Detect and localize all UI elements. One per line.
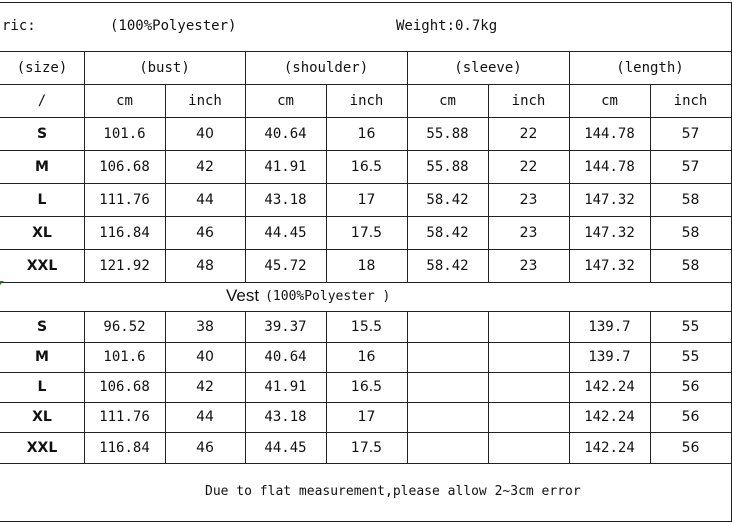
vest-measurement-cell: 111.76 xyxy=(99,409,150,425)
length-header: (length) xyxy=(616,59,684,76)
vest-measurement-cell: 16.5 xyxy=(350,379,383,395)
vest-measurement-cell: 139.7 xyxy=(588,349,631,365)
vest-measurement-cell: 101.6 xyxy=(103,349,146,365)
measurement-cell: 43.18 xyxy=(264,191,307,208)
measurement-cell: 58.42 xyxy=(426,224,469,241)
vest-measurement-cell: 17.5 xyxy=(350,439,383,456)
vest-measurement-cell xyxy=(488,311,569,342)
measurement-cell: 48 xyxy=(196,257,214,274)
size-cell: XXL xyxy=(26,257,58,274)
vest-measurement-cell: 38 xyxy=(196,318,214,335)
vest-measurement-cell: 96.52 xyxy=(103,318,146,335)
row-rule xyxy=(0,282,732,283)
unit-subheader: inch xyxy=(349,92,384,109)
vest-measurement-cell: 56 xyxy=(681,409,700,425)
unit-subheader: cm xyxy=(277,92,294,109)
fabric-label: ric: xyxy=(2,18,36,34)
measurement-cell: 58 xyxy=(681,191,700,208)
measurement-cell: 55.88 xyxy=(426,158,469,175)
row-rule xyxy=(0,521,732,522)
vest-measurement-cell: 55 xyxy=(681,318,700,335)
vest-size-cell: M xyxy=(35,349,49,365)
measurement-cell: 40 xyxy=(196,125,214,142)
size-cell: XL xyxy=(32,224,52,241)
vest-measurement-cell: 142.24 xyxy=(584,439,635,456)
measurement-cell: 147.32 xyxy=(584,257,635,274)
measurement-cell: 147.32 xyxy=(584,191,635,208)
vest-measurement-cell: 44.45 xyxy=(264,439,307,456)
vest-size-cell: L xyxy=(37,379,47,395)
vest-size-cell: S xyxy=(36,318,48,335)
vest-measurement-cell: 15.5 xyxy=(350,318,383,335)
measurement-cell: 111.76 xyxy=(99,191,150,208)
unit-subheader: cm xyxy=(601,92,618,109)
vest-measurement-cell: 44 xyxy=(196,409,214,425)
measurement-cell: 58 xyxy=(681,257,700,274)
vest-size-cell: XXL xyxy=(26,439,58,456)
vest-measurement-cell: 42 xyxy=(196,379,214,395)
measurement-cell: 121.92 xyxy=(99,257,150,274)
measurement-note: Due to flat measurement,please allow 2~3cm error xyxy=(205,484,581,499)
weight-label: Weight:0.7kg xyxy=(396,18,498,34)
measurement-cell: 101.6 xyxy=(103,125,146,142)
measurement-cell: 44.45 xyxy=(264,224,307,241)
measurement-cell: 106.68 xyxy=(99,158,150,175)
vest-measurement-cell: 41.91 xyxy=(264,379,307,395)
measurement-cell: 42 xyxy=(196,158,214,175)
vest-measurement-cell xyxy=(407,372,488,402)
vest-measurement-cell: 40.64 xyxy=(264,349,307,365)
measurement-cell: 116.84 xyxy=(99,224,150,241)
vest-measurement-cell: 40 xyxy=(196,349,214,365)
vest-measurement-cell xyxy=(488,432,569,463)
vest-measurement-cell: 56 xyxy=(681,379,700,395)
vest-measurement-cell: 55 xyxy=(681,349,700,365)
vest-measurement-cell xyxy=(488,372,569,402)
size-cell: M xyxy=(35,158,49,175)
unit-subheader: cm xyxy=(116,92,133,109)
measurement-cell: 147.32 xyxy=(584,224,635,241)
vest-measurement-cell: 46 xyxy=(196,439,214,456)
vest-measurement-cell: 16 xyxy=(357,349,376,365)
measurement-cell: 46 xyxy=(196,224,214,241)
measurement-cell: 58.42 xyxy=(426,257,469,274)
measurement-cell: 144.78 xyxy=(584,158,635,175)
vest-measurement-cell: 39.37 xyxy=(264,318,307,335)
fabric-value: (100%Polyester) xyxy=(110,18,237,34)
vest-measurement-cell: 43.18 xyxy=(264,409,307,425)
measurement-cell: 41.91 xyxy=(264,158,307,175)
measurement-cell: 17 xyxy=(357,191,376,208)
size-header: (size) xyxy=(16,59,68,76)
unit-subheader: inch xyxy=(673,92,708,109)
measurement-cell: 55.88 xyxy=(426,125,469,142)
measurement-cell: 45.72 xyxy=(264,257,307,274)
vest-measurement-cell: 116.84 xyxy=(99,439,150,456)
vest-fabric: (100%Polyester ) xyxy=(265,288,391,304)
vest-measurement-cell xyxy=(407,342,488,372)
measurement-cell: 144.78 xyxy=(584,125,635,142)
row-rule xyxy=(0,2,732,3)
size-cell: S xyxy=(36,125,48,142)
vest-measurement-cell xyxy=(407,402,488,432)
row-rule xyxy=(0,463,732,464)
measurement-cell: 23 xyxy=(519,191,538,208)
vest-measurement-cell: 142.24 xyxy=(584,379,635,395)
vest-measurement-cell xyxy=(407,432,488,463)
sleeve-header: (sleeve) xyxy=(454,59,522,76)
measurement-cell: 23 xyxy=(519,224,538,241)
vest-measurement-cell: 17 xyxy=(357,409,376,425)
measurement-cell: 22 xyxy=(519,125,538,142)
measurement-cell: 44 xyxy=(196,191,214,208)
unit-subheader: / xyxy=(37,92,47,109)
unit-subheader: inch xyxy=(188,92,222,109)
vest-measurement-cell xyxy=(488,402,569,432)
vest-title: Vest xyxy=(226,286,260,305)
measurement-cell: 40.64 xyxy=(264,125,307,142)
corner-marker xyxy=(0,281,4,285)
vest-size-cell: XL xyxy=(32,409,52,425)
unit-subheader: inch xyxy=(511,92,546,109)
measurement-cell: 23 xyxy=(519,257,538,274)
measurement-cell: 17.5 xyxy=(350,224,383,241)
measurement-cell: 16.5 xyxy=(350,158,383,175)
shoulder-header: (shoulder) xyxy=(283,59,369,76)
bust-header: (bust) xyxy=(139,59,190,76)
vest-measurement-cell: 106.68 xyxy=(99,379,150,395)
vest-measurement-cell: 142.24 xyxy=(584,409,635,425)
measurement-cell: 58 xyxy=(681,224,700,241)
measurement-cell: 16 xyxy=(357,125,376,142)
vest-measurement-cell: 56 xyxy=(681,439,700,456)
vest-measurement-cell: 139.7 xyxy=(588,318,631,335)
measurement-cell: 57 xyxy=(681,158,700,175)
vest-measurement-cell xyxy=(407,311,488,342)
vest-measurement-cell xyxy=(488,342,569,372)
measurement-cell: 57 xyxy=(681,125,700,142)
measurement-cell: 18 xyxy=(357,257,376,274)
unit-subheader: cm xyxy=(439,92,456,109)
vest-section-label xyxy=(226,286,390,306)
measurement-cell: 22 xyxy=(519,158,538,175)
measurement-cell: 58.42 xyxy=(426,191,469,208)
size-cell: L xyxy=(37,191,47,208)
